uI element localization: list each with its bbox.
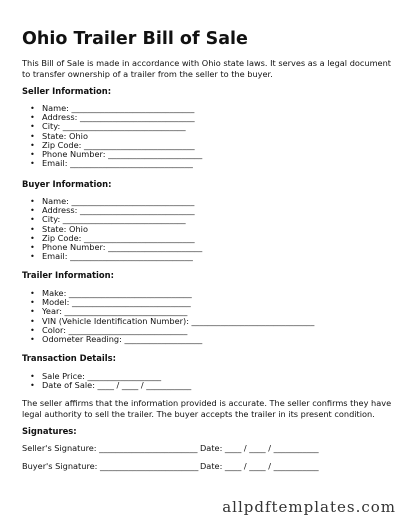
- seller-city-field: • City: ______________________________: [30, 122, 202, 131]
- seller-state-field: • State: Ohio: [30, 132, 202, 141]
- seller-email-field: • Email: ______________________________: [30, 159, 202, 168]
- seller-field-list: [30, 104, 202, 168]
- seller-name-field: • Name: ______________________________: [30, 104, 202, 113]
- seller-address-field: • Address: ____________________________: [30, 113, 202, 122]
- trailer-year-field: • Year: ______________________________: [30, 307, 314, 316]
- seller-signature-label: Seller's Signature: ________________________: [22, 443, 198, 453]
- trailer-vin-field: • VIN (Vehicle Identification Number): ______________________________: [30, 317, 314, 326]
- buyer-signature-line: [22, 461, 319, 471]
- page-title: Ohio Trailer Bill of Sale: [22, 29, 248, 49]
- trailer-color-field: • Color: _____________________________: [30, 326, 314, 335]
- trailer-model-field: • Model: _____________________________: [30, 298, 314, 307]
- transaction-heading: Transaction Details:: [22, 353, 117, 363]
- buyer-name-field: • Name: ______________________________: [30, 197, 202, 206]
- buyer-phone-field: • Phone Number: _______________________: [30, 243, 202, 252]
- buyer-email-field: • Email: ______________________________: [30, 252, 202, 261]
- seller-signature-date: Date: ____ / ____ / ___________: [200, 443, 319, 453]
- buyer-zip-field: • Zip Code: ___________________________: [30, 234, 202, 243]
- buyer-field-list: [30, 197, 202, 261]
- buyer-heading: Buyer Information:: [22, 179, 112, 189]
- watermark-footer: allpdftemplates.com: [222, 498, 396, 516]
- sale-price-field: • Sale Price: __________________: [30, 372, 191, 381]
- transaction-field-list: [30, 372, 191, 390]
- seller-zip-field: • Zip Code: ___________________________: [30, 141, 202, 150]
- buyer-signature-date: Date: ____ / ____ / ___________: [200, 461, 319, 471]
- trailer-field-list: [30, 289, 314, 344]
- buyer-address-field: • Address: ____________________________: [30, 206, 202, 215]
- buyer-city-field: • City: ______________________________: [30, 215, 202, 224]
- buyer-state-field: • State: Ohio: [30, 225, 202, 234]
- trailer-odometer-field: • Odometer Reading: ___________________: [30, 335, 314, 344]
- seller-phone-field: • Phone Number: _______________________: [30, 150, 202, 159]
- signatures-heading: Signatures:: [22, 426, 77, 436]
- trailer-heading: Trailer Information:: [22, 270, 114, 280]
- buyer-signature-label: Buyer's Signature: ________________________: [22, 461, 199, 471]
- intro-paragraph: This Bill of Sale is made in accordance with Ohio state laws. It serves as a legal document to transfer ownership of a trailer from the seller to the buyer.: [22, 58, 391, 79]
- seller-heading: Seller Information:: [22, 86, 112, 96]
- seller-signature-line: [22, 443, 319, 453]
- trailer-make-field: • Make: ______________________________: [30, 289, 314, 298]
- affirmation-paragraph: The seller affirms that the information provided is accurate. The seller confirms they have legal authority to sell the trailer. The buyer accepts the trailer in its present condition.: [22, 398, 392, 419]
- date-of-sale-field: • Date of Sale: ____ / ____ / ___________: [30, 381, 191, 390]
